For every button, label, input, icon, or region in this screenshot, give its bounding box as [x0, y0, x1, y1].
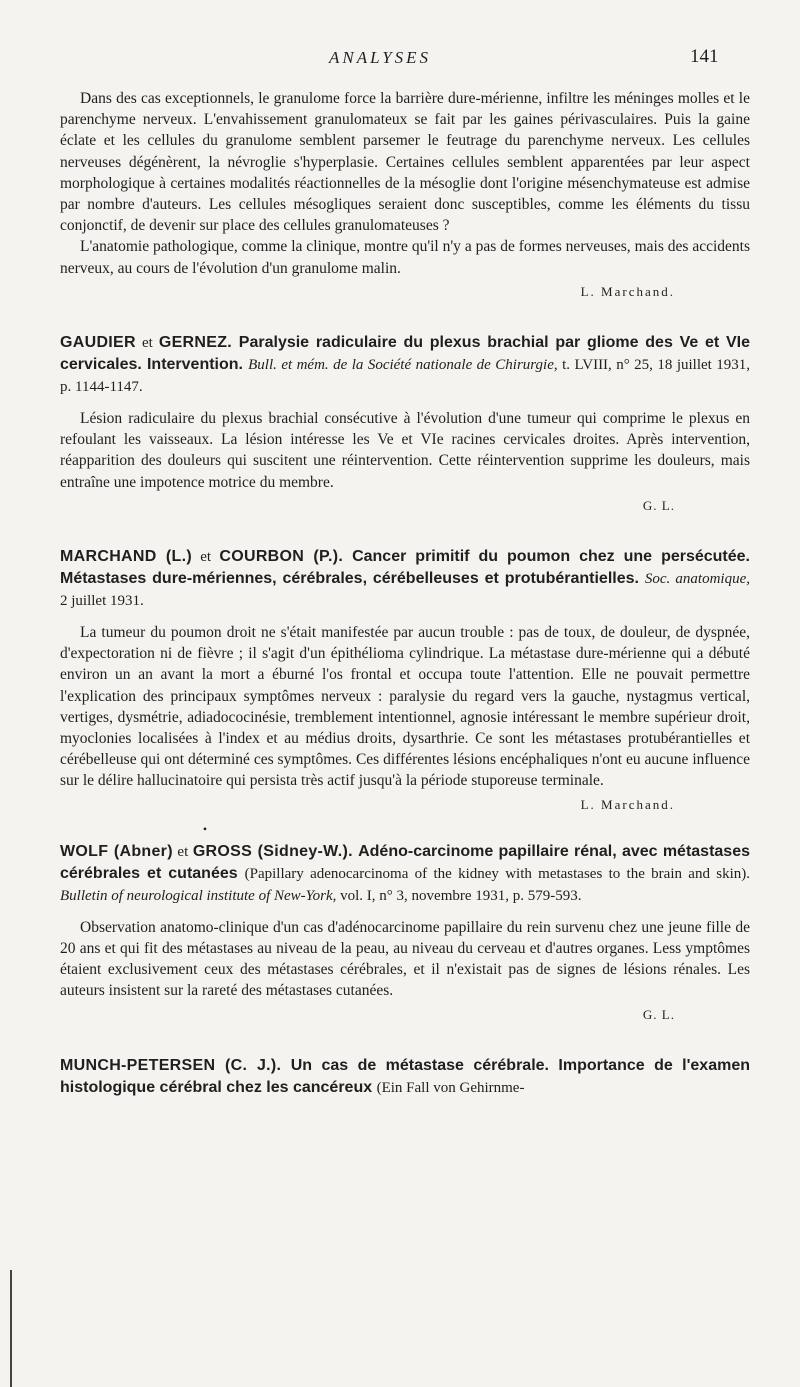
- entry-journal: Bull. et mém. de la Société nationale de Chirurgie,: [248, 357, 558, 374]
- entry-author-b: COURBON (P.).: [219, 548, 344, 566]
- entry-original-title: (Papillary adenocarcinoma of the kidney with metastases to the brain and skin).: [244, 865, 750, 882]
- entry-author-a: MUNCH-PETERSEN (C. J.).: [60, 1056, 282, 1074]
- bullet-mark: •: [202, 821, 208, 836]
- scan-margin-line: [10, 1270, 12, 1387]
- entry-original-title: (Ein Fall von Gehirnme-: [376, 1079, 525, 1096]
- entry-author-b: GERNEZ.: [158, 334, 233, 352]
- entry-body: Lésion radiculaire du plexus brachial consécutive à l'évolution d'une tumeur qui comprime le plexus en refoulant les vaisseaux. La lésion intéresse les Ve et VIe racines cervicales droites. Après intervention, réapparition des douleurs qui suscitent une réintervention. Cette réintervention supprime les douleurs, mais entraîne une impotence motrice du membre.: [60, 410, 750, 491]
- entry-journal: Soc. anatomique,: [644, 571, 750, 588]
- entry-body: Observation anatomo-clinique d'un cas d'adénocarcinome papillaire du rein survenu chez une jeune fille de 20 ans et qui fit des métastases au niveau de la peau, au niveau du cerveau et d'autres organes. Less ymptômes étaient exclusivement ceux des métastases cérébrales, et il n'existait pas de signes de lésions rénales. Les auteurs insistent sur la rareté des métastases cutanées.: [60, 918, 750, 1000]
- entry-gaudier: [60, 332, 750, 516]
- entry-title: Adéno-carcinome papillaire rénal, avec métastases cérébrales et cutanées: [60, 842, 750, 882]
- entry-signature: G. L.: [642, 497, 675, 513]
- intro-paragraph-1: Dans des cas exceptionnels, le granulome force la barrière dure-mérienne, infiltre les méninges molles et le parenchyme nerveux. L'envahissement granulomateux se fait par les gaines périvasculaires. Puis la gaine éclate et les cellules du granulome semblent parsemer le feutrage du parenchyme nerveux. Les cellules nerveuses dégénèrent, la névroglie s'hyperplasie. Certaines cellules semblent apparentées par leur aspect morphologique à certaines modalités réactionnelles de la mésoglie dont l'origine mésenchymateuse est admise par nombre d'auteurs. Les cellules mésogliques seraient donc susceptibles, comme les éléments du tissu conjonctif, de devenir sur place des cellules granulomateuses ?: [60, 90, 750, 235]
- entry-title: Paralysie radiculaire du plexus brachial par gliome des Ve et VIe cervicales. Intervention.: [60, 334, 751, 374]
- entry-citation: 2 juillet 1931.: [60, 593, 144, 610]
- entry-citation: vol. I, n° 3, novembre 1931, p. 579-593.: [340, 887, 582, 904]
- entry-author-a: WOLF (Abner): [60, 842, 173, 860]
- entry-marchand-courbon: [60, 546, 750, 815]
- content: [60, 88, 750, 1099]
- entry-title: Un cas de métastase cérébrale. Importance de l'examen histologique cérébral chez les cancéreux: [60, 1056, 751, 1096]
- entry-heading: [60, 1055, 750, 1099]
- entry-heading: [60, 332, 750, 398]
- entry-heading: [60, 841, 750, 907]
- page-number: 141: [690, 46, 719, 67]
- entry-wolf-gross: [60, 841, 750, 1025]
- intro-signature: L. Marchand.: [580, 283, 675, 299]
- entry-author-a: MARCHAND (L.): [60, 548, 192, 566]
- entry-munch-petersen: [60, 1055, 750, 1099]
- entry-author-b: GROSS (Sidney-W.).: [192, 842, 353, 860]
- entry-heading: [60, 546, 750, 612]
- running-title: ANALYSES: [328, 48, 432, 67]
- entry-title: Cancer primitif du poumon chez une persécutée. Métastases dure-mériennes, cérébrales, cérébelleuses et protubérantielles.: [60, 548, 751, 588]
- intro-paragraph-2: L'anatomie pathologique, comme la clinique, montre qu'il n'y a pas de formes nerveuses, mais des accidents nerveux, au cours de l'évolution d'un granulome malin.: [60, 238, 750, 277]
- entry-citation: t. LVIII, n° 25, 18 juillet 1931, p. 1144-1147.: [60, 357, 751, 396]
- entry-and: et: [172, 843, 193, 860]
- running-head: [0, 48, 800, 78]
- entry-and: et: [191, 549, 220, 566]
- entry-body: La tumeur du poumon droit ne s'était manifestée par aucun trouble : pas de toux, de douleur, de dyspnée, d'expectoration ni de fièvre ; il s'agit d'un épithélioma cylindrique. La métastase dure-mérienne qui a débuté environ un an avant la mort a éburné l'os frontal et occupa toute l'attention. Elle ne pouvait permettre l'explication des principaux symptômes nerveux : paralysie du regard vers la gauche, nystagmus vertical, vertiges, dysmétrie, adiadococinésie, tremblement intentionnel, agnosie intéressant le membre supérieur droit, myoclonies localisées à l'index et au médius droits, dysarthrie. Ce sont les métastases protubérantielles et cérébelleuse qui ont déterminé ces symptômes. Ces différentes lésions encéphaliques n'ont eu aucune influence sur le délire hallucinatoire qui persista très actif jusqu'à la période stuporeuse terminale.: [60, 624, 750, 790]
- entry-author-a: GAUDIER: [60, 334, 136, 352]
- entry-signature: L. Marchand.: [580, 796, 675, 812]
- entry-journal: Bulletin of neurological institute of New-York,: [60, 887, 337, 904]
- entry-and: et: [135, 335, 159, 352]
- entry-signature: G. L.: [642, 1006, 675, 1022]
